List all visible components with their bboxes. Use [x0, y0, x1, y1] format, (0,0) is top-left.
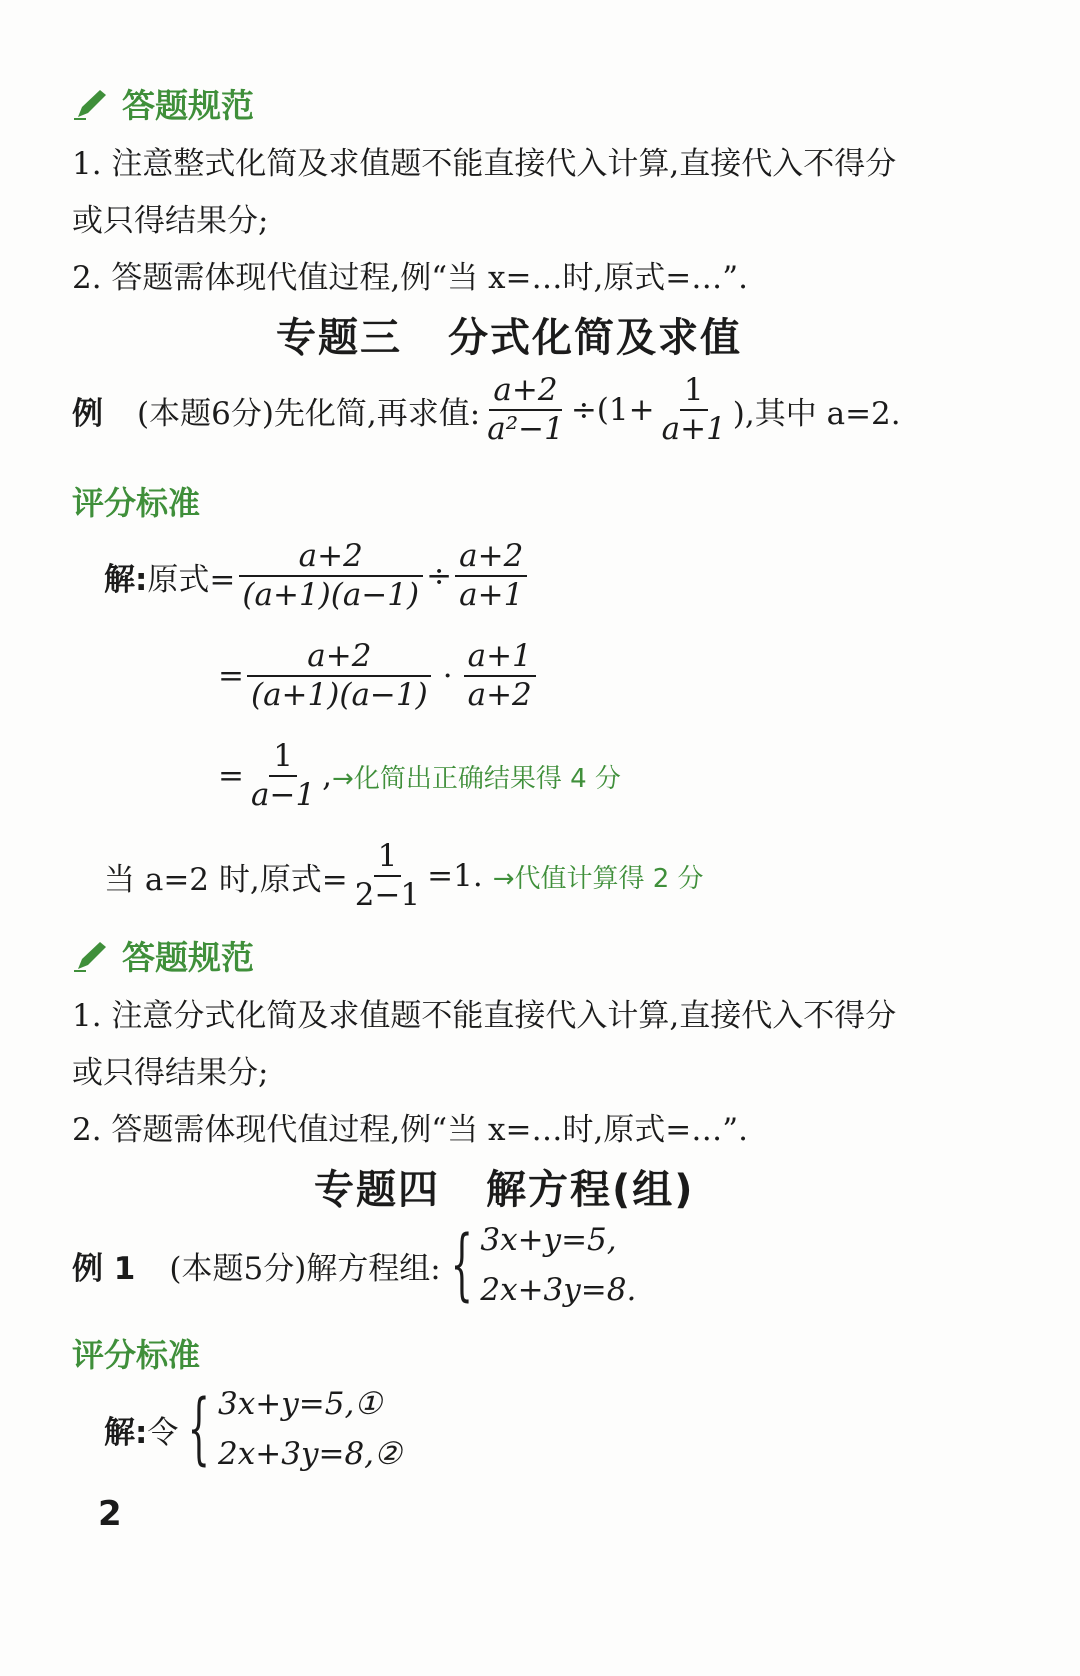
step2-fraction-2-num: a+1	[464, 638, 536, 677]
norm2-line2: 或只得结果分;	[72, 1055, 269, 1091]
topic4-title-number: 专题四	[314, 1167, 440, 1213]
step3-comma: ,	[322, 758, 333, 795]
step1-operator: ÷	[426, 558, 453, 595]
solution-equation-system	[178, 1386, 401, 1472]
solution-label: 解:	[104, 561, 148, 598]
topic3-title	[276, 306, 742, 363]
topic4-example	[72, 1222, 636, 1308]
solution-prefix: 原式=	[147, 561, 236, 598]
norms-heading-text: 答题规范	[122, 938, 254, 977]
norm1-line3: 2. 答题需体现代值过程,例“当 x=…时,原式=…”.	[72, 260, 748, 296]
step3-fraction-num: 1	[269, 738, 297, 777]
step2-operator: ·	[442, 658, 453, 695]
step1-fraction-1	[238, 538, 423, 614]
example-text: (本题6分)先化简,再求值:	[137, 395, 481, 432]
step1-fraction-1-num: a+2	[239, 538, 423, 577]
substitution-fraction	[351, 838, 424, 914]
brace-icon: {	[450, 1220, 473, 1310]
equation-system	[441, 1222, 637, 1308]
step3-equals: =	[218, 758, 244, 795]
pencil-icon	[72, 87, 112, 121]
norms-heading-2	[72, 932, 254, 979]
step1-fraction-2-den: a+1	[459, 577, 524, 614]
topic3-example	[72, 372, 901, 448]
example-fraction-1-den: a²−1	[487, 411, 564, 448]
example-operator: ÷(1+	[570, 392, 655, 429]
topic4-solution-prefix: 令	[147, 1414, 179, 1451]
example-fraction-2	[658, 372, 730, 448]
topic3-score-heading: 评分标准	[72, 484, 201, 522]
page-number: 2	[98, 1494, 122, 1534]
solution-step-1	[104, 538, 530, 614]
substitution-score-hint: →代值计算得 2 分	[492, 863, 704, 894]
substitution-fraction-num: 1	[374, 838, 402, 877]
solution-equation-1: 3x+y=5,①	[218, 1386, 383, 1422]
topic3-title-name: 分式化简及求值	[448, 315, 742, 361]
solution-equation-2: 2x+3y=8,②	[218, 1436, 402, 1472]
topic3-title-number: 专题三	[276, 315, 402, 361]
norm1-line1: 1. 注意整式化简及求值题不能直接代入计算,直接代入不得分	[72, 146, 897, 182]
topic4-solution-label: 解:	[104, 1414, 148, 1451]
substitution-line	[104, 838, 704, 914]
topic4-score-heading: 评分标准	[72, 1336, 201, 1374]
example-fraction-1-num: a+2	[489, 372, 561, 411]
example1-label: 例 1	[72, 1250, 136, 1287]
norm1-line2: 或只得结果分;	[72, 203, 269, 239]
example1-text: (本题5分)解方程组:	[169, 1250, 441, 1287]
norms-heading-text: 答题规范	[122, 86, 254, 125]
step2-fraction-1-den: (a+1)(a−1)	[250, 677, 428, 714]
example-fraction-2-num: 1	[680, 372, 708, 411]
example-label: 例	[72, 395, 103, 432]
step3-fraction-den: a−1	[250, 777, 316, 814]
topic4-title-name: 解方程(组)	[486, 1167, 695, 1213]
substitution-fraction-den: 2−1	[354, 877, 421, 914]
substitution-prefix: 当 a=2 时,原式=	[104, 861, 348, 898]
topic4-title	[314, 1158, 695, 1215]
topic4-solution	[104, 1386, 402, 1472]
system-equation-2: 2x+3y=8.	[480, 1272, 637, 1308]
substitution-result: =1.	[427, 858, 483, 895]
step2-fraction-1-num: a+2	[247, 638, 431, 677]
example-tail: ),其中 a=2.	[732, 395, 901, 432]
step3-score-hint: →化简出正确结果得 4 分	[332, 763, 621, 794]
step2-equals: =	[218, 658, 244, 695]
system-equation-1: 3x+y=5,	[480, 1222, 617, 1258]
norm2-line3: 2. 答题需体现代值过程,例“当 x=…时,原式=…”.	[72, 1112, 748, 1148]
step2-fraction-2-den: a+2	[467, 677, 532, 714]
step1-fraction-2	[455, 538, 527, 614]
solution-step-3	[218, 738, 621, 814]
example-fraction-1	[483, 372, 568, 448]
step2-fraction-2	[464, 638, 536, 714]
brace-icon: {	[188, 1384, 211, 1474]
step1-fraction-1-den: (a+1)(a−1)	[242, 577, 420, 614]
step3-fraction	[247, 738, 319, 814]
norms-heading-1	[72, 80, 254, 127]
step1-fraction-2-num: a+2	[455, 538, 527, 577]
norm2-line1: 1. 注意分式化简及求值题不能直接代入计算,直接代入不得分	[72, 998, 897, 1034]
step2-fraction-1	[247, 638, 432, 714]
pencil-icon	[72, 939, 112, 973]
example-fraction-2-den: a+1	[661, 411, 726, 448]
solution-step-2	[218, 638, 539, 714]
